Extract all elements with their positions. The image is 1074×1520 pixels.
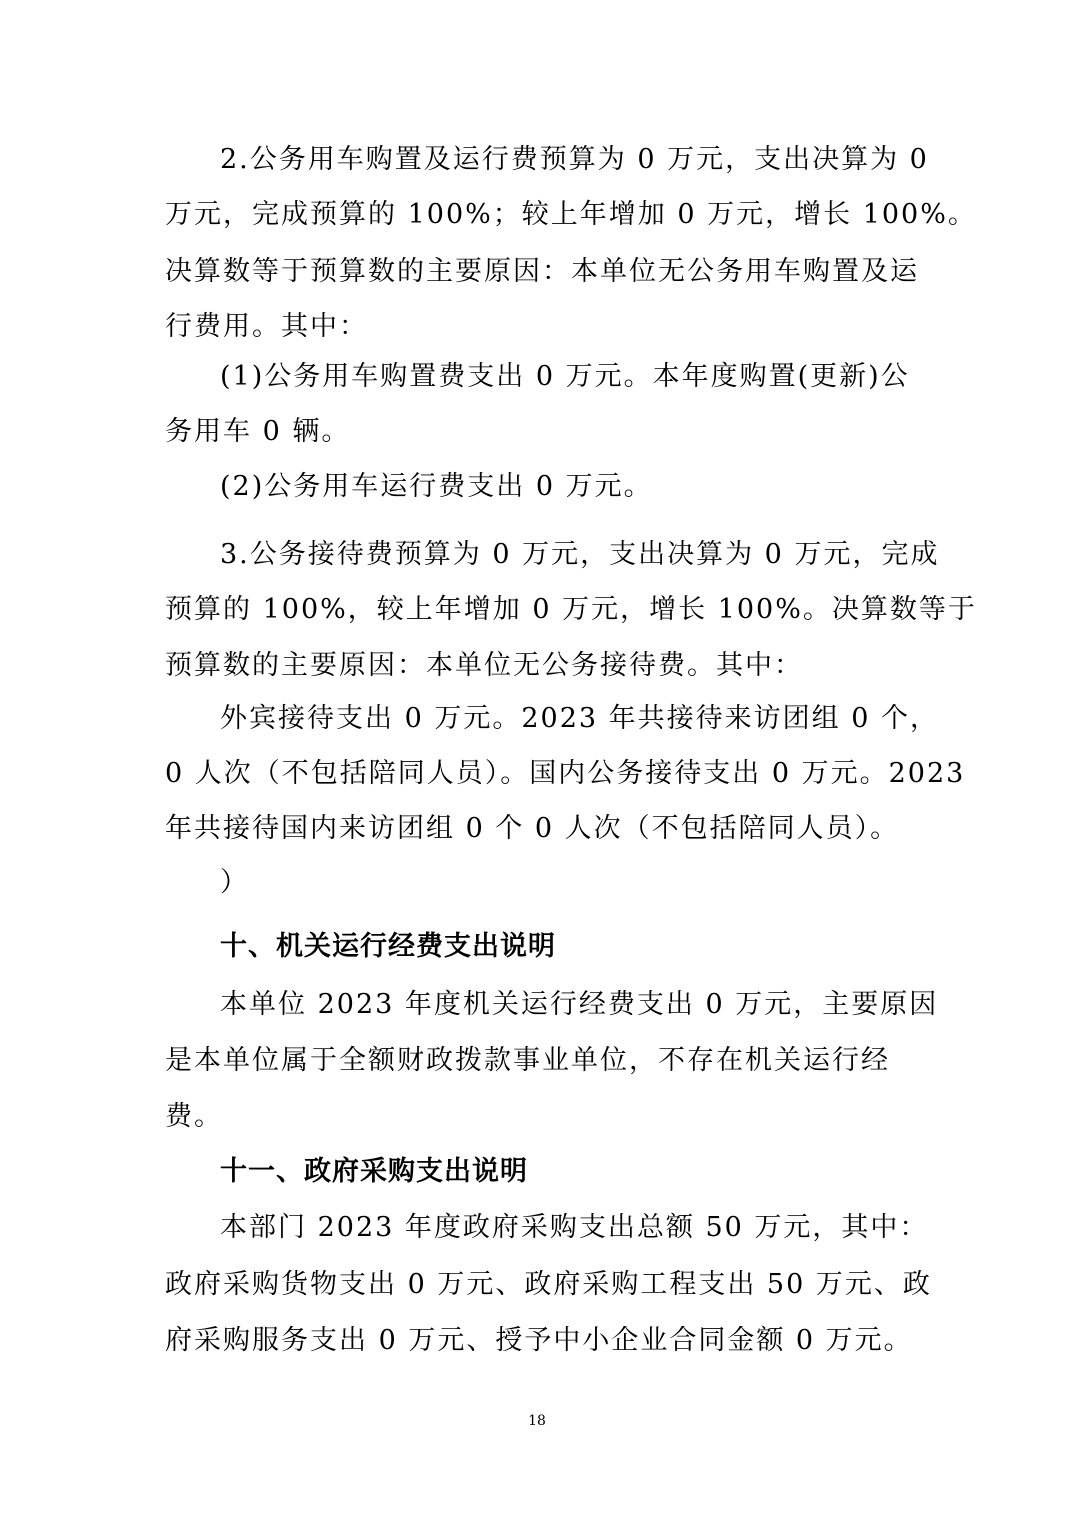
paragraph-line: ） xyxy=(220,867,249,898)
paragraph-line: 预算的 100%，较上年增加 0 万元，增长 100%。决算数等于 xyxy=(165,594,977,625)
section-heading: 十一、政府采购支出说明 xyxy=(220,1156,528,1187)
paragraph-line: 务用车 0 辆。 xyxy=(165,416,351,447)
paragraph-line: 0 人次（不包括陪同人员）。国内公务接待支出 0 万元。2023 xyxy=(165,758,966,789)
paragraph-line: 是本单位属于全额财政拨款事业单位，不存在机关运行经 xyxy=(165,1045,890,1076)
paragraph-line: 费。 xyxy=(165,1101,223,1132)
paragraph-line: 政府采购货物支出 0 万元、政府采购工程支出 50 万元、政 xyxy=(165,1269,932,1300)
paragraph-line: 决算数等于预算数的主要原因：本单位无公务用车购置及运 xyxy=(165,256,919,287)
paragraph-line: 2.公务用车购置及运行费预算为 0 万元，支出决算为 0 xyxy=(220,144,929,175)
paragraph-line: 3.公务接待费预算为 0 万元，支出决算为 0 万元，完成 xyxy=(220,539,940,570)
paragraph-line: 府采购服务支出 0 万元、授予中小企业合同金额 0 万元。 xyxy=(165,1325,913,1356)
paragraph-line: 万元，完成预算的 100%；较上年增加 0 万元，增长 100%。 xyxy=(165,199,977,230)
page-number: 18 xyxy=(528,1413,546,1429)
paragraph-line: 本部门 2023 年度政府采购支出总额 50 万元，其中： xyxy=(220,1212,929,1243)
paragraph-line: (2)公务用车运行费支出 0 万元。 xyxy=(220,471,653,502)
paragraph-line: 年共接待国内来访团组 0 个 0 人次（不包括陪同人员）。 xyxy=(165,813,900,844)
paragraph-line: 预算数的主要原因：本单位无公务接待费。其中： xyxy=(165,650,803,681)
paragraph-line: (1)公务用车购置费支出 0 万元。本年度购置(更新)公 xyxy=(220,361,910,392)
section-heading: 十、机关运行经费支出说明 xyxy=(220,931,556,962)
paragraph-line: 行费用。其中： xyxy=(165,311,368,342)
paragraph-line: 本单位 2023 年度机关运行经费支出 0 万元，主要原因 xyxy=(220,989,939,1020)
paragraph-line: 外宾接待支出 0 万元。2023 年共接待来访团组 0 个， xyxy=(220,703,939,734)
